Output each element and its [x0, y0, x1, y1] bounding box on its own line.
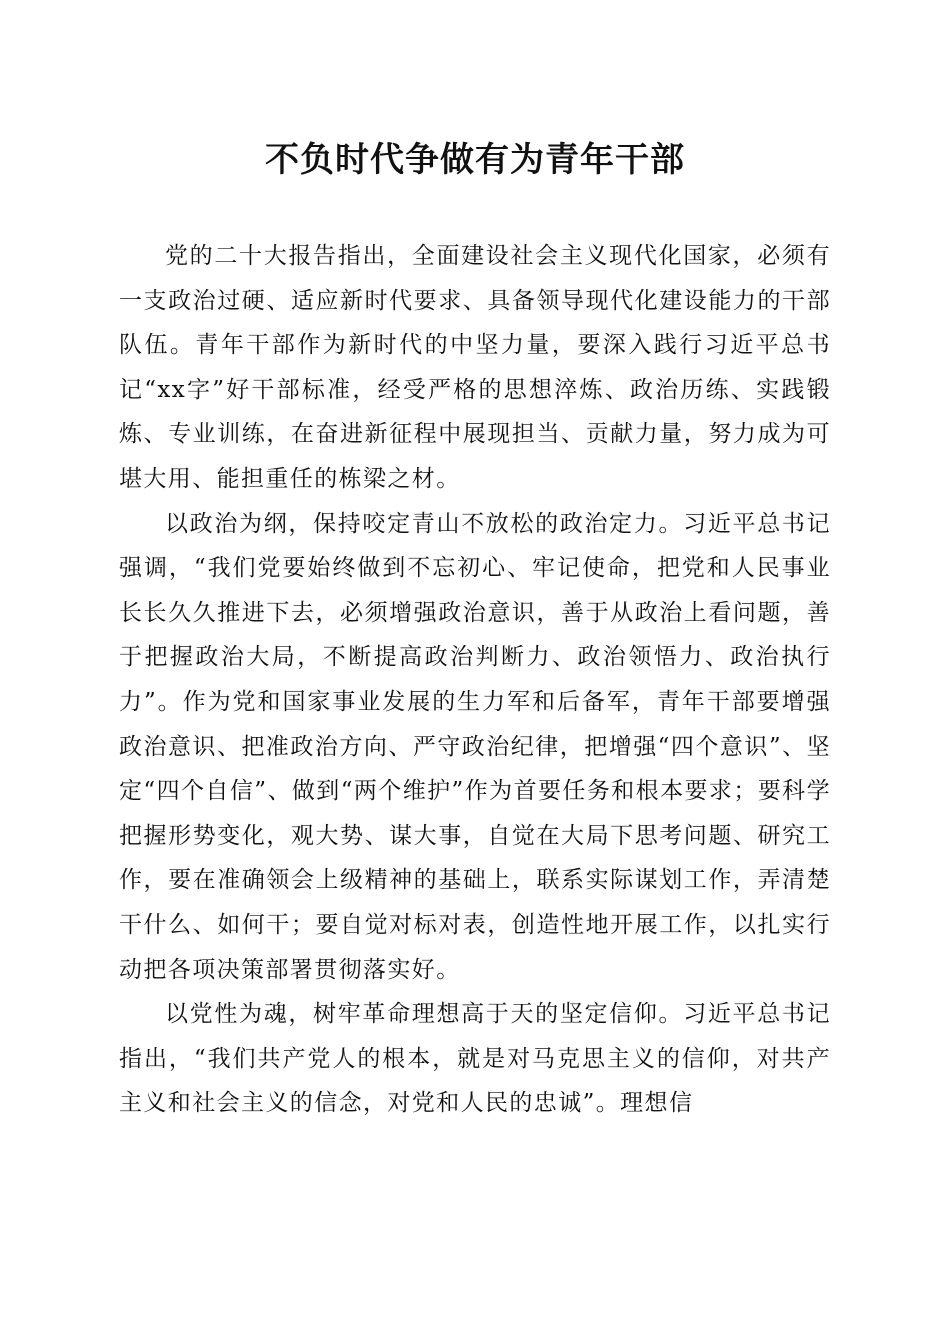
document-body — [119, 234, 831, 1126]
paragraph-politics: 以政治为纲，保持咬定青山不放松的政治定力。习近平总书记强调，“我们党要始终做到不忘初心、牢记使命，把党和人民事业长长久久推进下去，必须增强政治意识，善于从政治上看问题，善于把握政治大局，不断提高政治判断力、政治领悟力、政治执行力”。作为党和国家事业发展的生力军和后备军，青年干部要增强政治意识、把准政治方向、严守政治纪律，把增强“四个意识”、坚定“四个自信”、做到“两个维护”作为首要任务和根本要求；要科学把握形势变化，观大势、谋大事，自觉在大局下思考问题、研究工作，要在准确领会上级精神的基础上，联系实际谋划工作，弄清楚干什么、如何干；要自觉对标对表，创造性地开展工作，以扎实行动把各项决策部署贯彻落实好。 — [119, 510, 831, 983]
paragraph-party-spirit: 以党性为魂，树牢革命理想高于天的坚定信仰。习近平总书记指出，“我们共产党人的根本，就是对马克思主义的信仰，对共产主义和社会主义的信念，对党和人民的忠诚”。理想信 — [119, 1001, 831, 1117]
paragraph-intro: 党的二十大报告指出，全面建设社会主义现代化国家，必须有一支政治过硬、适应新时代要求、具备领导现代化建设能力的干部队伍。青年干部作为新时代的中坚力量，要深入践行习近平总书记“xx字”好干部标准，经受严格的思想淬炼、政治历练、实践锻炼、专业训练，在奋进新征程中展现担当、贡献力量，努力成为可堪大用、能担重任的栋梁之材。 — [119, 243, 831, 492]
document-title: 不负时代争做有为青年干部 — [265, 140, 685, 180]
